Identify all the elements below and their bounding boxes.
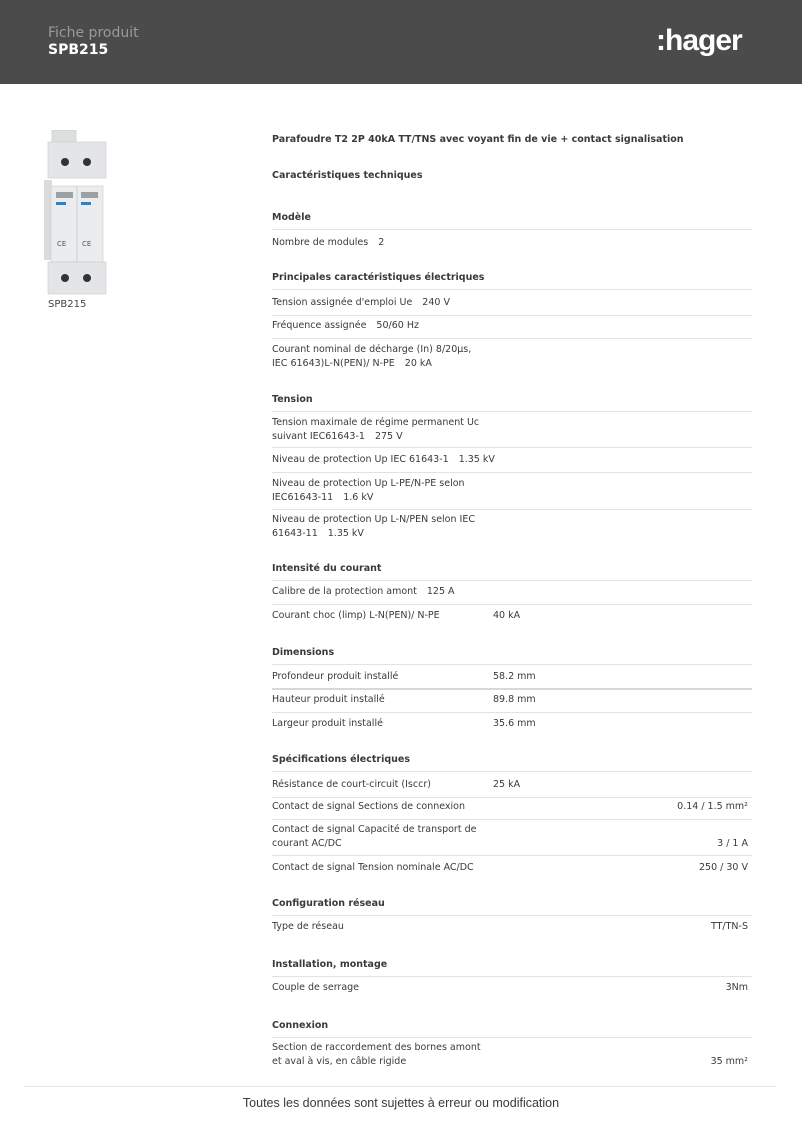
spec-value: 275 V bbox=[374, 430, 403, 442]
spec-row bbox=[272, 717, 752, 731]
spec-value: 35 mm² bbox=[710, 1056, 748, 1067]
spec-label: Niveau de protection Up IEC 61643-1 bbox=[272, 454, 449, 465]
footer-divider bbox=[24, 1086, 776, 1087]
spec-value: 1.6 kV bbox=[343, 491, 374, 503]
spec-value: 58.2 mm bbox=[493, 671, 536, 682]
product-reference: SPB215 bbox=[48, 42, 109, 58]
spec-label: Contact de signal Sections de connexion bbox=[272, 801, 466, 812]
spec-row bbox=[272, 513, 752, 540]
product-image-caption: SPB215 bbox=[48, 299, 87, 310]
spec-label-line1: Tension maximale de régime permanent Uc bbox=[272, 417, 480, 428]
spec-value: 3 / 1 A bbox=[717, 838, 748, 849]
spec-row bbox=[272, 416, 752, 448]
spec-row bbox=[272, 585, 752, 605]
spec-label-line2: IEC 61643)L-N(PEN)/ N-PE bbox=[272, 357, 395, 369]
spec-value: 2 bbox=[378, 237, 385, 248]
spec-row bbox=[272, 319, 752, 339]
spec-value: 0.14 / 1.5 mm² bbox=[677, 801, 748, 812]
spec-row bbox=[272, 296, 752, 316]
spec-label: Nombre de modules bbox=[272, 237, 369, 248]
spec-label: Calibre de la protection amont bbox=[272, 586, 417, 597]
spec-row bbox=[272, 453, 752, 473]
section-title-tension: Tension bbox=[272, 394, 752, 412]
spec-label-line1: Niveau de protection Up L-N/PEN selon IEC bbox=[272, 514, 475, 525]
spec-row bbox=[272, 861, 752, 875]
spec-value: 89.8 mm bbox=[493, 694, 536, 705]
spec-value: 25 kA bbox=[493, 779, 521, 790]
spec-label: Type de réseau bbox=[272, 921, 344, 932]
spec-row bbox=[272, 236, 752, 250]
product-description: Parafoudre T2 2P 40kA TT/TNS avec voyant fin de vie + contact signalisation bbox=[272, 134, 684, 145]
spec-label-line1: Courant nominal de décharge (In) 8/20µs, bbox=[272, 344, 472, 355]
spec-row bbox=[272, 823, 752, 856]
tech-characteristics-heading: Caractéristiques techniques bbox=[272, 170, 423, 181]
spec-label: Résistance de court-circuit (Isccr) bbox=[272, 779, 431, 790]
section-title-dimensions: Dimensions bbox=[272, 647, 752, 665]
section-title-specifications: Spécifications électriques bbox=[272, 754, 752, 772]
spec-value: 40 kA bbox=[493, 610, 521, 621]
spec-row bbox=[272, 981, 752, 995]
spec-value: 125 A bbox=[426, 586, 455, 597]
section-title-reseau: Configuration réseau bbox=[272, 898, 752, 916]
spec-label: Contact de signal Tension nominale AC/DC bbox=[272, 862, 474, 873]
spec-value: 35.6 mm bbox=[493, 718, 536, 729]
spec-label: Fréquence assignée bbox=[272, 320, 367, 331]
product-image bbox=[44, 130, 108, 295]
spec-value: 240 V bbox=[422, 297, 450, 308]
page-header bbox=[0, 0, 802, 84]
spec-value: 1.35 kV bbox=[327, 527, 364, 539]
spec-label-line2: IEC61643-11 bbox=[272, 491, 334, 503]
spec-label-line2: 61643-11 bbox=[272, 527, 318, 539]
svg-text:CE: CE bbox=[57, 240, 67, 248]
spec-row bbox=[272, 477, 752, 510]
spec-label-line2: suivant IEC61643-1 bbox=[272, 430, 365, 442]
spec-value: 50/60 Hz bbox=[376, 320, 419, 331]
section-title-connexion: Connexion bbox=[272, 1020, 752, 1038]
section-title-courant: Intensité du courant bbox=[272, 563, 752, 581]
hager-logo: :hager bbox=[656, 24, 742, 57]
spec-label: Largeur produit installé bbox=[272, 718, 383, 729]
spec-value: TT/TN-S bbox=[710, 921, 748, 932]
section-title-electriques: Principales caractéristiques électriques bbox=[272, 272, 752, 290]
spec-label-line2: courant AC/DC bbox=[272, 837, 342, 849]
spec-label: Couple de serrage bbox=[272, 982, 360, 993]
spec-value: 3Nm bbox=[725, 982, 748, 993]
spec-row bbox=[272, 1041, 752, 1068]
spec-row bbox=[272, 920, 752, 934]
spec-value: 1.35 kV bbox=[458, 454, 495, 465]
spec-row bbox=[272, 670, 752, 690]
spec-label-line2: et aval à vis, en câble rigide bbox=[272, 1055, 407, 1067]
spec-label-line1: Contact de signal Capacité de transport de bbox=[272, 824, 477, 835]
spec-row bbox=[272, 693, 752, 713]
footer-disclaimer: Toutes les données sont sujettes à erreur ou modification bbox=[242, 1096, 560, 1110]
svg-text:CE: CE bbox=[82, 240, 92, 248]
spec-row bbox=[272, 778, 752, 798]
spec-value: 250 / 30 V bbox=[699, 862, 748, 873]
spec-label-line1: Niveau de protection Up L-PE/N-PE selon bbox=[272, 478, 465, 489]
section-title-installation: Installation, montage bbox=[272, 959, 752, 977]
spec-row bbox=[272, 800, 752, 820]
spec-label: Hauteur produit installé bbox=[272, 694, 385, 705]
header-subtitle: Fiche produit bbox=[48, 25, 139, 41]
spec-row bbox=[272, 343, 752, 370]
spec-row bbox=[272, 609, 752, 623]
spec-label: Tension assignée d'emploi Ue bbox=[272, 297, 413, 308]
spec-label-line1: Section de raccordement des bornes amont bbox=[272, 1042, 481, 1053]
spec-label: Profondeur produit installé bbox=[272, 671, 399, 682]
section-title-modele: Modèle bbox=[272, 212, 752, 230]
spec-value: 20 kA bbox=[404, 357, 432, 369]
spec-label: Courant choc (limp) L-N(PEN)/ N-PE bbox=[272, 610, 440, 621]
